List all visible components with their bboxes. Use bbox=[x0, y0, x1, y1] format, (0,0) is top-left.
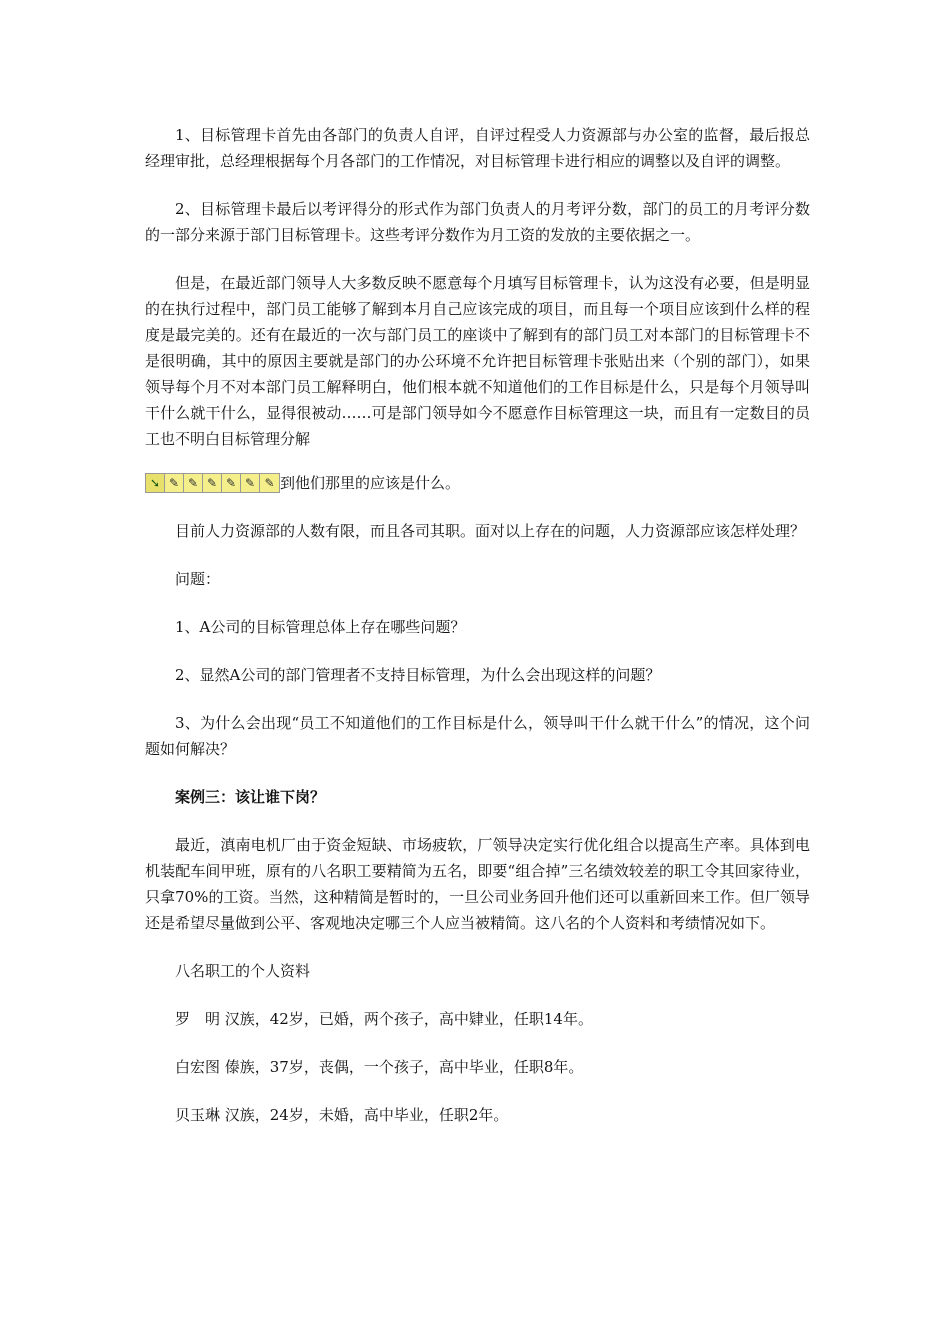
clip-icon: ✎ bbox=[222, 474, 241, 492]
clip-icon: ✎ bbox=[241, 474, 260, 492]
record-2: 白宏图 傣族，37岁，丧偶，一个孩子，高中毕业，任职8年。 bbox=[175, 1058, 584, 1076]
embedded-icon-strip bbox=[145, 473, 280, 493]
paragraph-2: 2、目标管理卡最后以考评得分的形式作为部门负责人的月考评分数，部门的员工的月考评分数的一部分来源于部门目标管理卡。这些考评分数作为月工资的发放的主要依据之一。 bbox=[145, 200, 810, 244]
paragraph-1: 1、目标管理卡首先由各部门的负责人自评，自评过程受人力资源部与办公室的监督，最后报总经理审批，总经理根据每个月各部门的工作情况，对目标管理卡进行相应的调整以及自评的调整。 bbox=[145, 126, 810, 170]
clip-icon: ✎ bbox=[184, 474, 203, 492]
paragraph-6: 最近，滇南电机厂由于资金短缺、市场疲软，厂领导决定实行优化组合以提高生产率。具体到电机装配车间甲班，原有的八名职工要精简为五名，即要“组合掉”三名绩效较差的职工令其回家待业，只拿70%的工资。当然，这种精简是暂时的，一旦公司业务回升他们还可以重新回来工作。但厂领导还是希望尽量做到公平、客观地决定哪三个人应当被精简。这八名的个人资料和考绩情况如下。 bbox=[145, 836, 810, 932]
green-arrow-icon: ➘ bbox=[146, 474, 165, 492]
paragraph-3: 但是，在最近部门领导人大多数反映不愿意每个月填写目标管理卡，认为这没有必要，但是明显的在执行过程中，部门员工能够了解到本月自己应该完成的项目，而且每一个项目应该到什么样的程度是最完美的。还有在最近的一次与部门员工的座谈中了解到有的部门员工对本部门的目标管理卡不是很明确，其中的原因主要就是部门的办公环境不允许把目标管理卡张贴出来（个别的部门），如果领导每个月不对本部门员工解释明白，他们根本就不知道他们的工作目标是什么，只是每个月领导叫干什么就干什么，显得很被动……可是部门领导如今不愿意作目标管理这一块，而且有一定数目的员工也不明白目标管理分解 bbox=[145, 274, 810, 448]
embedded-icon-line bbox=[145, 470, 810, 496]
question-1: 1、A公司的目标管理总体上存在哪些问题？ bbox=[175, 618, 466, 636]
question-2: 2、显然A公司的部门管理者不支持目标管理，为什么会出现这样的问题？ bbox=[175, 666, 661, 684]
document-body bbox=[145, 122, 810, 1128]
question-heading: 问题： bbox=[175, 570, 221, 588]
clip-icon: ✎ bbox=[264, 476, 275, 490]
clip-icon: ✎ bbox=[165, 474, 184, 492]
paragraph-3-tail: 到他们那里的应该是什么。 bbox=[280, 474, 461, 492]
record-3: 贝玉琳 汉族，24岁，未婚，高中毕业，任职2年。 bbox=[175, 1106, 509, 1124]
paragraph-7: 八名职工的个人资料 bbox=[175, 962, 311, 980]
paragraph-4: 目前人力资源部的人数有限，而且各司其职。面对以上存在的问题，人力资源部应该怎样处理？ bbox=[175, 522, 806, 540]
record-1: 罗 明 汉族，42岁，已婚，两个孩子，高中肄业，任职14年。 bbox=[175, 1010, 593, 1028]
question-3: 3、为什么会出现“员工不知道他们的工作目标是什么，领导叫干什么就干什么”的情况，这个问题如何解决？ bbox=[145, 714, 810, 758]
clip-icon: ✎ bbox=[203, 474, 222, 492]
case-title: 案例三：该让谁下岗？ bbox=[175, 788, 326, 806]
